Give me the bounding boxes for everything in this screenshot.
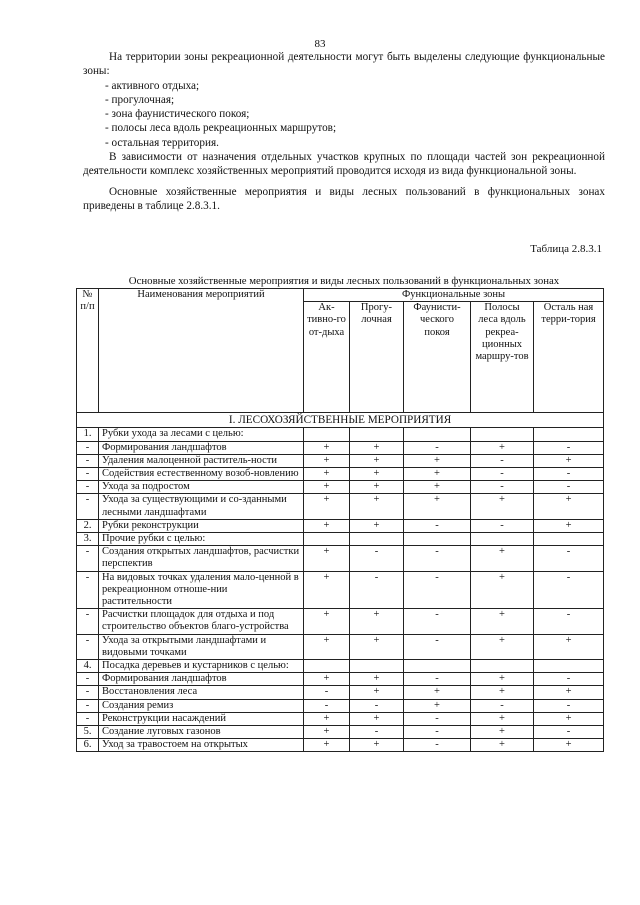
mark-zone-walking: + [350,739,404,752]
row-measure-name: Расчистки площадок для отдыха и под строительство объектов благо-устройства [99,609,304,634]
row-measure-name: Создания ремиз [99,699,304,712]
mark-zone-walking: + [350,454,404,467]
row-number: - [77,468,99,481]
list-item: - полосы леса вдоль рекреационных маршрутов; [105,122,337,135]
table-row [77,739,604,752]
row-number: - [77,481,99,494]
mark-zone-active: + [304,441,350,454]
mark-zone-walking: - [350,571,404,609]
mark-zone-fauna: + [404,454,471,467]
row-measure-name: Содействия естественному возоб-новлению [99,468,304,481]
table-row [77,699,604,712]
mark-zone-fauna: - [404,519,471,532]
table-row [77,571,604,609]
mark-zone-strips: - [471,699,534,712]
header-num: № п/п [77,289,99,413]
table-row [77,634,604,659]
mark-zone-fauna: - [404,546,471,571]
mark-zone-strips [471,660,534,673]
mark-zone-other: - [534,571,604,609]
table-row [77,673,604,686]
mark-zone-walking: + [350,481,404,494]
row-measure-name: Прочие рубки с целью: [99,533,304,546]
mark-zone-active: + [304,571,350,609]
mark-zone-strips: + [471,673,534,686]
table-row [77,519,604,532]
page-number: 83 [314,38,326,50]
row-measure-name: Ухода за существующими и со-зданными лесными ландшафтами [99,494,304,519]
row-number: - [77,609,99,634]
mark-zone-other: + [534,739,604,752]
row-number: - [77,494,99,519]
mark-zone-active: + [304,609,350,634]
measures-table [76,288,604,752]
list-item: - остальная территория. [105,136,219,149]
row-number: 4. [77,660,99,673]
mark-zone-walking: + [350,519,404,532]
mark-zone-active: + [304,634,350,659]
row-measure-name: Уход за травостоем на открытых [99,739,304,752]
row-number: - [77,634,99,659]
mark-zone-fauna: + [404,699,471,712]
mark-zone-fauna: - [404,609,471,634]
mark-zone-active: + [304,494,350,519]
header-zone-other: Осталь ная терри-тория [534,302,604,413]
row-measure-name: Удаления малоценной раститель-ности [99,454,304,467]
mark-zone-other: - [534,699,604,712]
row-measure-name: Ухода за открытыми ландшафтами и видовыми точками [99,634,304,659]
mark-zone-walking: + [350,673,404,686]
table-row [77,441,604,454]
row-measure-name: Посадка деревьев и кустарников с целью: [99,660,304,673]
mark-zone-fauna [404,660,471,673]
table-body [77,428,604,752]
row-number: - [77,686,99,699]
row-number: - [77,571,99,609]
mark-zone-fauna: - [404,712,471,725]
table-row [77,533,604,546]
table-row [77,468,604,481]
mark-zone-other: + [534,519,604,532]
row-measure-name: Рубки реконструкции [99,519,304,532]
mark-zone-walking: + [350,441,404,454]
row-measure-name: Формирования ландшафтов [99,441,304,454]
table-row [77,712,604,725]
mark-zone-other: + [534,454,604,467]
row-measure-name: Создания открытых ландшафтов, расчистки перспектив [99,546,304,571]
row-measure-name: На видовых точках удаления мало-ценной в рекреационном отноше-нии растительности [99,571,304,609]
mark-zone-strips: + [471,546,534,571]
table-row [77,660,604,673]
row-measure-name: Ухода за подростом [99,481,304,494]
mark-zone-other [534,428,604,441]
table-row [77,481,604,494]
mark-zone-active: + [304,712,350,725]
mark-zone-active: + [304,673,350,686]
row-measure-name: Реконструкции насаждений [99,712,304,725]
row-number: - [77,712,99,725]
header-zones: Функциональные зоны [304,289,604,302]
mark-zone-strips: + [471,726,534,739]
mark-zone-fauna: + [404,481,471,494]
table-row [77,428,604,441]
mark-zone-other: - [534,673,604,686]
mark-zone-active: + [304,468,350,481]
list-item: - зона фаунистического покоя; [105,108,250,121]
table-row [77,686,604,699]
table-label: Таблица 2.8.3.1 [530,243,602,255]
mark-zone-walking: + [350,634,404,659]
mark-zone-other: - [534,546,604,571]
mark-zone-other: - [534,726,604,739]
header-zone-fauna: Фаунисти-ческого покоя [404,302,471,413]
mark-zone-strips: + [471,634,534,659]
mark-zone-other: + [534,686,604,699]
mark-zone-walking: + [350,468,404,481]
mark-zone-active: + [304,546,350,571]
table-row [77,609,604,634]
mark-zone-fauna: - [404,571,471,609]
list-item: - активного отдыха; [105,79,200,92]
row-number: 1. [77,428,99,441]
row-number: 2. [77,519,99,532]
header-zone-walking: Прогу-лочная [350,302,404,413]
mark-zone-strips: + [471,441,534,454]
mark-zone-fauna: - [404,739,471,752]
mark-zone-walking: + [350,686,404,699]
table-row [77,726,604,739]
mark-zone-fauna: + [404,494,471,519]
mark-zone-active [304,533,350,546]
section-title: I. ЛЕСОХОЗЯЙСТВЕННЫЕ МЕРОПРИЯТИЯ [77,413,604,428]
intro-paragraph: В зависимости от назначения отдельных участков крупных по площади частей зон рекреационной деятельности комплекс хозяйственных мероприятий проводится исходя из вида функциональной зоны. [83,151,605,178]
mark-zone-strips [471,533,534,546]
mark-zone-active [304,428,350,441]
mark-zone-active: + [304,519,350,532]
row-number: 3. [77,533,99,546]
mark-zone-other: - [534,468,604,481]
row-measure-name: Создание луговых газонов [99,726,304,739]
mark-zone-strips: + [471,609,534,634]
row-number: 6. [77,739,99,752]
mark-zone-other: - [534,609,604,634]
mark-zone-other: + [534,712,604,725]
row-measure-name: Рубки ухода за лесами с целью: [99,428,304,441]
mark-zone-active: + [304,739,350,752]
table-caption: Основные хозяйственные мероприятия и виды лесных пользований в функциональных зонах [128,275,560,287]
mark-zone-other [534,533,604,546]
mark-zone-strips: + [471,494,534,519]
mark-zone-fauna: + [404,686,471,699]
mark-zone-fauna [404,428,471,441]
list-item: - прогулочная; [105,93,175,106]
mark-zone-fauna: - [404,673,471,686]
mark-zone-fauna: - [404,441,471,454]
row-measure-name: Восстановления леса [99,686,304,699]
mark-zone-active: - [304,699,350,712]
mark-zone-active: + [304,454,350,467]
mark-zone-strips: + [471,712,534,725]
mark-zone-active [304,660,350,673]
mark-zone-active: - [304,686,350,699]
row-number: 5. [77,726,99,739]
mark-zone-strips: + [471,739,534,752]
mark-zone-fauna: + [404,468,471,481]
mark-zone-strips: - [471,468,534,481]
mark-zone-other: + [534,634,604,659]
table-row [77,494,604,519]
mark-zone-other: + [534,494,604,519]
mark-zone-walking: - [350,546,404,571]
mark-zone-strips: - [471,454,534,467]
mark-zone-walking: + [350,494,404,519]
mark-zone-walking: + [350,609,404,634]
mark-zone-fauna: - [404,726,471,739]
mark-zone-walking [350,428,404,441]
table-row [77,546,604,571]
mark-zone-strips [471,428,534,441]
mark-zone-strips: - [471,519,534,532]
row-measure-name: Формирования ландшафтов [99,673,304,686]
intro-text [83,50,605,213]
header-zone-strips: Полосы леса вдоль рекреа-ционных маршру-тов [471,302,534,413]
intro-paragraph: На территории зоны рекреационной деятельности могут быть выделены следующие функциональные зоны: [83,51,605,78]
table-row [77,454,604,467]
mark-zone-active: + [304,481,350,494]
mark-zone-fauna [404,533,471,546]
row-number: - [77,454,99,467]
mark-zone-strips: - [471,481,534,494]
mark-zone-active: + [304,726,350,739]
mark-zone-fauna: - [404,634,471,659]
mark-zone-walking: + [350,712,404,725]
header-zone-active: Ак-тивно-го от-дыха [304,302,350,413]
row-number: - [77,673,99,686]
mark-zone-other: - [534,441,604,454]
intro-paragraph: Основные хозяйственные мероприятия и виды лесных пользований в функциональных зонах приведены в таблице 2.8.3.1. [83,185,605,212]
row-number: - [77,546,99,571]
row-number: - [77,699,99,712]
mark-zone-strips: + [471,571,534,609]
header-name: Наименования мероприятий [99,289,304,413]
mark-zone-walking [350,533,404,546]
mark-zone-other: - [534,481,604,494]
row-number: - [77,441,99,454]
mark-zone-walking [350,660,404,673]
mark-zone-walking: - [350,726,404,739]
mark-zone-walking: - [350,699,404,712]
mark-zone-other [534,660,604,673]
mark-zone-strips: + [471,686,534,699]
